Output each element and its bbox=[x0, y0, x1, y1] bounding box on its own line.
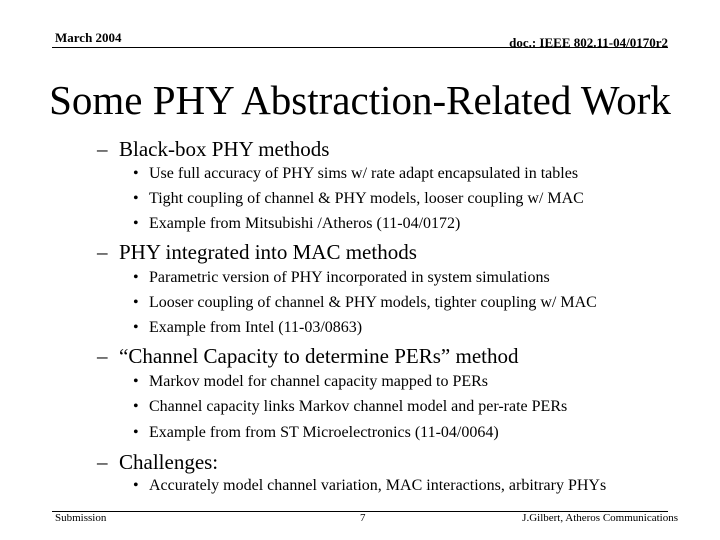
bullet-l2 bbox=[133, 190, 584, 208]
slide-title: Some PHY Abstraction-Related Work bbox=[49, 77, 671, 123]
footer-submission: Submission bbox=[55, 512, 107, 524]
bullet-dot: • bbox=[133, 165, 139, 182]
bullet-l1 bbox=[97, 137, 329, 162]
bullet-dot: • bbox=[133, 477, 139, 494]
bullet-l2-text: Accurately model channel variation, MAC interactions, arbitrary PHYs bbox=[149, 477, 607, 494]
bullet-l2-text: Channel capacity links Markov channel model and per-rate PERs bbox=[149, 398, 568, 415]
bullet-l1-text: “Channel Capacity to determine PERs” method bbox=[119, 344, 519, 368]
bullet-dot: • bbox=[133, 269, 139, 286]
bullet-dot: • bbox=[133, 190, 139, 207]
bullet-dot: • bbox=[133, 373, 139, 390]
bullet-l2-text: Example from from ST Microelectronics (11-04/0064) bbox=[149, 424, 499, 441]
bullet-dot: • bbox=[133, 294, 139, 311]
header-date: March 2004 bbox=[55, 30, 122, 45]
bullet-l2 bbox=[133, 424, 499, 442]
bullet-l2 bbox=[133, 269, 550, 287]
bullet-l2-text: Parametric version of PHY incorporated in system simulations bbox=[149, 269, 550, 286]
bullet-l1-text: Challenges: bbox=[119, 450, 219, 474]
bullet-l1-text: PHY integrated into MAC methods bbox=[119, 240, 417, 264]
dash-marker: – bbox=[97, 450, 108, 474]
bullet-dot: • bbox=[133, 398, 139, 415]
bullet-dot: • bbox=[133, 424, 139, 441]
page-number: 7 bbox=[360, 512, 366, 524]
bullet-l2-text: Example from Intel (11-03/0863) bbox=[149, 319, 363, 336]
bullet-l1 bbox=[97, 450, 218, 475]
bullet-dot: • bbox=[133, 215, 139, 232]
bullet-l2 bbox=[133, 294, 597, 312]
bullet-l2-text: Example from Mitsubishi /Atheros (11-04/0172) bbox=[149, 215, 461, 232]
bullet-l1 bbox=[97, 344, 518, 369]
bullet-l2-text: Tight coupling of channel & PHY models, looser coupling w/ MAC bbox=[149, 190, 584, 207]
bullet-l2-text: Use full accuracy of PHY sims w/ rate adapt encapsulated in tables bbox=[149, 165, 579, 182]
bullet-l2 bbox=[133, 373, 488, 391]
bullet-l2 bbox=[133, 319, 362, 337]
footer-author: J.Gilbert, Atheros Communications bbox=[522, 512, 678, 524]
bullet-l1 bbox=[97, 240, 417, 265]
header-doc-id: doc.: IEEE 802.11-04/0170r2 bbox=[509, 35, 668, 50]
bullet-l2 bbox=[133, 165, 578, 183]
bullet-l2 bbox=[133, 398, 567, 416]
bullet-l1-text: Black-box PHY methods bbox=[119, 137, 330, 161]
dash-marker: – bbox=[97, 344, 108, 368]
dash-marker: – bbox=[97, 240, 108, 264]
bullet-l2 bbox=[133, 215, 460, 233]
bullet-l2-text: Markov model for channel capacity mapped to PERs bbox=[149, 373, 489, 390]
header-divider bbox=[52, 47, 668, 48]
bullet-l2-text: Looser coupling of channel & PHY models, tighter coupling w/ MAC bbox=[149, 294, 597, 311]
dash-marker: – bbox=[97, 137, 108, 161]
bullet-l2 bbox=[133, 477, 606, 495]
bullet-dot: • bbox=[133, 319, 139, 336]
